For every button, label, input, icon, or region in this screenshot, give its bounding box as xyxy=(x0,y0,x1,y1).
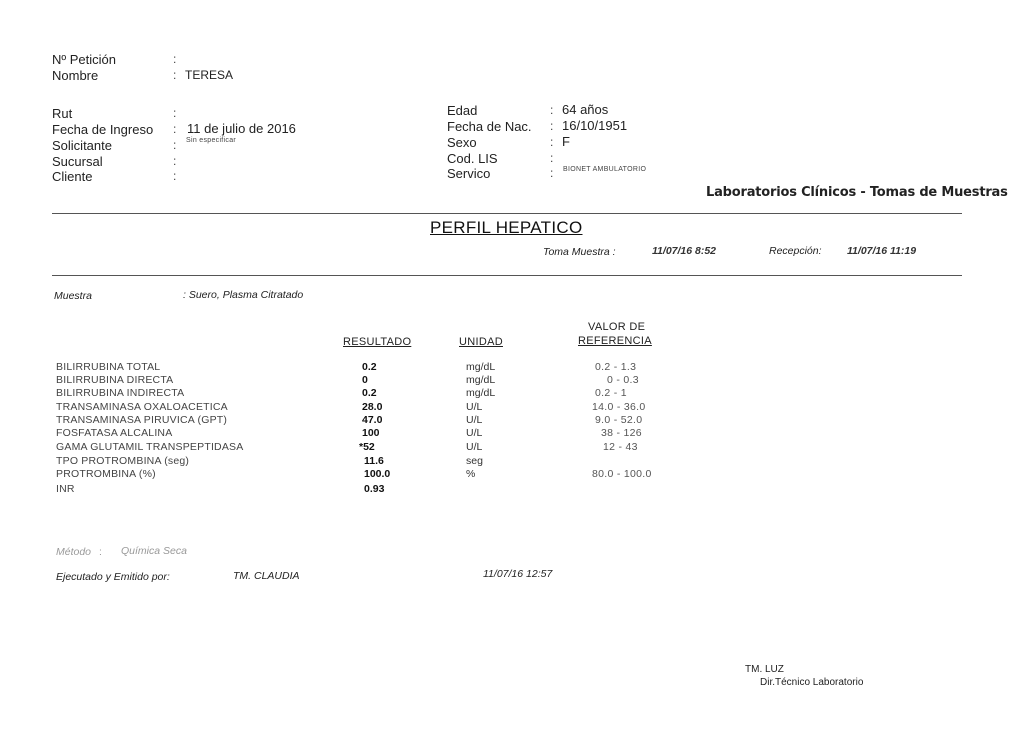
test-unit: U/L xyxy=(466,414,483,426)
fecha-nac-label: Fecha de Nac. xyxy=(447,119,532,134)
servicio-value: BIONET AMBULATORIO xyxy=(563,166,647,173)
table-row xyxy=(0,468,1024,482)
test-unit: seg xyxy=(466,455,483,467)
test-name: TRANSAMINASA PIRUVICA (GPT) xyxy=(56,414,228,426)
recepcion-label: Recepción: xyxy=(769,245,822,257)
table-row xyxy=(0,441,1024,455)
toma-muestra-label: Toma Muestra : xyxy=(543,246,616,258)
peticion-label: Nº Petición xyxy=(52,52,116,67)
test-unit: mg/dL xyxy=(466,361,496,373)
table-row xyxy=(0,401,1024,415)
test-result: 0 xyxy=(362,374,368,386)
test-result: 28.0 xyxy=(362,401,383,413)
solicitante-label: Solicitante xyxy=(52,138,112,153)
test-unit: mg/dL xyxy=(466,387,496,399)
table-row xyxy=(0,427,1024,441)
test-unit: % xyxy=(466,468,476,480)
table-row xyxy=(0,361,1024,375)
sexo-value: F xyxy=(562,134,570,149)
test-name: TPO PROTROMBINA (seg) xyxy=(56,455,190,467)
colon: : xyxy=(550,103,554,117)
test-result: 47.0 xyxy=(362,414,383,426)
metodo-label: Método xyxy=(56,546,92,558)
test-name: PROTROMBINA (%) xyxy=(56,468,156,480)
sexo-label: Sexo xyxy=(447,135,477,150)
test-reference: 0.2 - 1 xyxy=(595,387,627,399)
colon: : xyxy=(550,151,554,165)
test-result: 0.93 xyxy=(364,483,385,495)
test-reference: 9.0 - 52.0 xyxy=(595,414,643,426)
emitido-fecha: 11/07/16 12:57 xyxy=(483,568,553,580)
muestra-value: : Suero, Plasma Citratado xyxy=(183,289,304,301)
table-row xyxy=(0,455,1024,469)
test-name: BILIRRUBINA TOTAL xyxy=(56,361,161,373)
cod-lis-label: Cod. LIS xyxy=(447,151,498,166)
divider-line xyxy=(52,213,962,214)
test-unit: mg/dL xyxy=(466,374,496,386)
test-unit: U/L xyxy=(466,441,483,453)
ejecutado-label: Ejecutado y Emitido por: xyxy=(56,571,170,583)
fecha-ingreso-label: Fecha de Ingreso xyxy=(52,122,154,137)
test-name: TRANSAMINASA OXALOACETICA xyxy=(56,401,228,413)
colon: : xyxy=(99,546,102,558)
col-referencia-header: REFERENCIA xyxy=(578,335,652,347)
edad-value: 64 años xyxy=(562,102,609,117)
test-reference: 0 - 0.3 xyxy=(607,374,639,386)
test-reference: 14.0 - 36.0 xyxy=(592,401,646,413)
recepcion-value: 11/07/16 11:19 xyxy=(847,245,917,257)
ejecutado-value: TM. CLAUDIA xyxy=(233,570,300,582)
test-reference: 0.2 - 1.3 xyxy=(595,361,637,373)
sucursal-label: Sucursal xyxy=(52,154,103,169)
colon: : xyxy=(173,169,177,183)
nombre-value: TERESA xyxy=(185,68,234,82)
colon: : xyxy=(173,106,177,120)
report-title: PERFIL HEPATICO xyxy=(430,218,583,237)
muestra-label: Muestra xyxy=(54,290,92,302)
table-row xyxy=(0,374,1024,388)
test-name: BILIRRUBINA INDIRECTA xyxy=(56,387,185,399)
test-result: 100.0 xyxy=(364,468,391,480)
test-result: *52 xyxy=(359,441,375,453)
test-reference: 80.0 - 100.0 xyxy=(592,468,652,480)
test-result: 0.2 xyxy=(362,387,377,399)
test-result: 100 xyxy=(362,427,380,439)
colon: : xyxy=(550,135,554,149)
solicitante-value: Sin especificar xyxy=(186,137,237,144)
test-unit: U/L xyxy=(466,427,483,439)
metodo-value: Química Seca xyxy=(121,545,187,557)
edad-label: Edad xyxy=(447,103,478,118)
test-reference: 38 - 126 xyxy=(601,427,642,439)
nombre-label: Nombre xyxy=(52,68,99,83)
col-resultado-header: RESULTADO xyxy=(343,336,412,348)
toma-muestra-value: 11/07/16 8:52 xyxy=(652,245,717,257)
cliente-label: Cliente xyxy=(52,169,93,184)
colon: : xyxy=(550,166,554,180)
divider-line xyxy=(52,275,962,276)
colon: : xyxy=(173,52,177,66)
table-row xyxy=(0,387,1024,401)
rut-label: Rut xyxy=(52,106,73,121)
colon: : xyxy=(173,122,177,136)
signer-name: TM. LUZ xyxy=(745,664,784,675)
colon: : xyxy=(173,154,177,168)
table-row xyxy=(0,414,1024,428)
colon: : xyxy=(173,138,177,152)
test-unit: U/L xyxy=(466,401,483,413)
test-result: 11.6 xyxy=(364,455,384,467)
test-name: INR xyxy=(56,483,75,495)
table-row xyxy=(0,483,1024,497)
col-unidad-header: UNIDAD xyxy=(459,336,503,348)
test-name: GAMA GLUTAMIL TRANSPEPTIDASA xyxy=(56,441,244,453)
test-reference: 12 - 43 xyxy=(603,441,638,453)
fecha-ingreso-value: 11 de julio de 2016 xyxy=(187,121,296,136)
test-result: 0.2 xyxy=(362,361,377,373)
col-valor-header: VALOR DE xyxy=(588,321,646,333)
signer-title: Dir.Técnico Laboratorio xyxy=(760,677,864,688)
colon: : xyxy=(173,68,177,82)
colon: : xyxy=(550,119,554,133)
fecha-nac-value: 16/10/1951 xyxy=(562,118,628,133)
test-name: FOSFATASA ALCALINA xyxy=(56,427,173,439)
test-name: BILIRRUBINA DIRECTA xyxy=(56,374,174,386)
lab-name: Laboratorios Clínicos - Tomas de Muestras xyxy=(706,185,1008,200)
servicio-label: Servico xyxy=(447,166,491,181)
